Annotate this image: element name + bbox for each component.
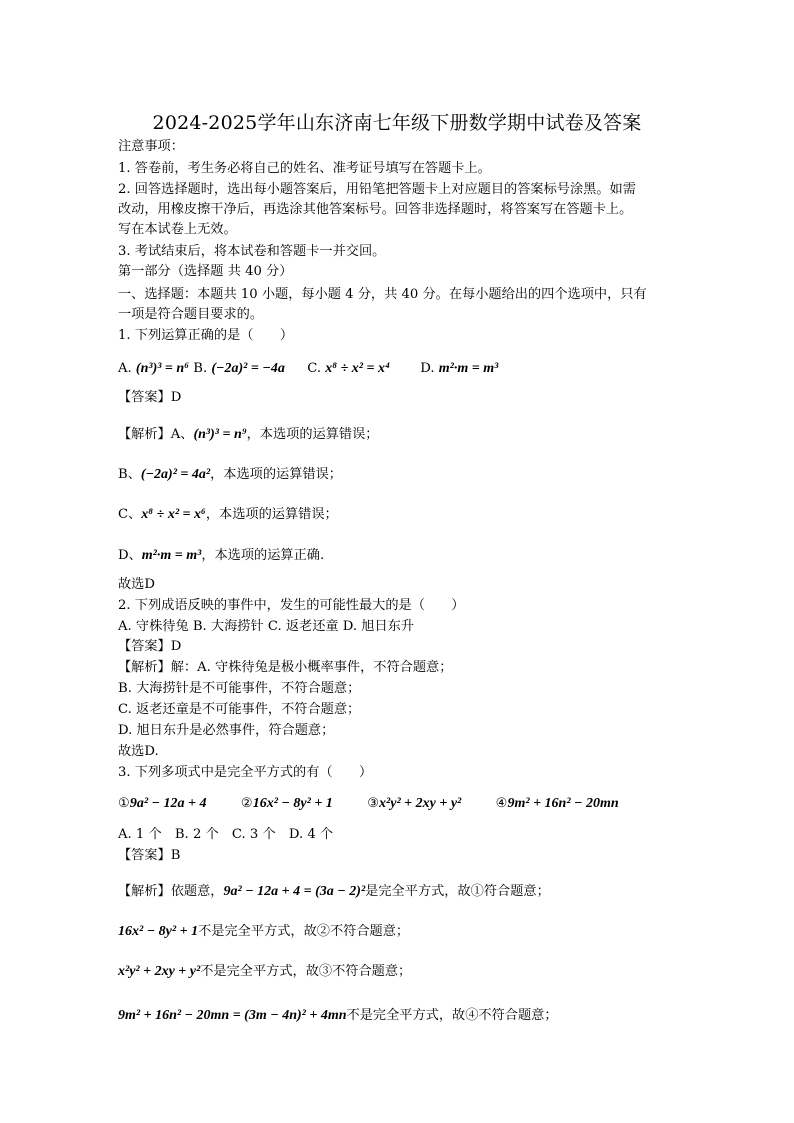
q1-option-c-label: C. xyxy=(307,361,322,376)
part1-heading: 第一部分（选择题 共 40 分） xyxy=(118,264,293,279)
q1-option-a-label: A. xyxy=(118,361,132,376)
q1-options xyxy=(118,360,498,378)
q3-analysis-line2 xyxy=(118,923,409,941)
q3-options: A. 1 个 B. 2 个 C. 3 个 D. 4 个 xyxy=(118,827,334,842)
q3-item-3-mark: ③ xyxy=(367,796,380,811)
notice-item-2-cont: 改动，用橡皮擦干净后，再选涂其他答案标号。回答非选择题时，将答案写在答题卡上。 xyxy=(118,202,633,217)
q3-analysis-line1 xyxy=(118,883,550,901)
q1-option-b-expr: (−2a)² = −4a xyxy=(211,361,285,376)
q1-option-b-label: B. xyxy=(193,361,208,376)
page-title: 2024-2025学年山东济南七年级下册数学期中试卷及答案 xyxy=(152,112,642,134)
part1-intro-line1: 一、选择题：本题共 10 小题，每小题 4 分，共 40 分。在每小题给出的四个选项中，只有 xyxy=(118,287,647,302)
q1-analysis-d-expr: m²·m = m³ xyxy=(141,548,202,563)
q2-analysis-line1: 【解析】解：A. 守株待兔是极小概率事件，不符合题意； xyxy=(118,660,453,675)
q1-analysis-c-prefix: C、 xyxy=(118,507,142,522)
notice-heading: 注意事项： xyxy=(118,139,184,154)
q3-analysis-l3-text: 不是完全平方式，故③不符合题意； xyxy=(200,964,412,979)
q1-option-d-expr: m²·m = m³ xyxy=(438,361,499,376)
q3-item-1-expr: 9a² − 12a + 4 xyxy=(129,796,207,811)
q3-analysis-line4 xyxy=(118,1007,558,1025)
q3-item-4-mark: ④ xyxy=(495,796,508,811)
q2-analysis-line2: B. 大海捞针是不可能事件，不符合题意； xyxy=(118,681,361,696)
q3-analysis-l1-text: 是完全平方式，故①符合题意； xyxy=(365,884,550,899)
q1-analysis-d xyxy=(118,547,324,565)
q3-analysis-l4-expr: 9m² + 16n² − 20mn = (3m − 4n)² + 4mn xyxy=(118,1008,347,1023)
q1-conclusion: 故选D xyxy=(118,577,155,592)
q2-options: A. 守株待兔 B. 大海捞针 C. 返老还童 D. 旭日东升 xyxy=(118,619,415,634)
q2-stem: 2. 下列成语反映的事件中，发生的可能性最大的是（ ） xyxy=(118,598,465,613)
q2-conclusion: 故选D. xyxy=(118,744,159,759)
q1-analysis-a xyxy=(118,426,378,444)
notice-item-1: 1. 答卷前，考生务必将自己的姓名、准考证号填写在答题卡上。 xyxy=(118,161,491,176)
q1-option-a-expr: (n³)³ = n⁶ xyxy=(135,361,190,376)
q3-analysis-l1-expr: 9a² − 12a + 4 = (3a − 2)² xyxy=(223,884,366,899)
q1-analysis-b-expr: (−2a)² = 4a² xyxy=(140,467,211,482)
q1-analysis-a-expr: (n³)³ = n⁹ xyxy=(193,427,247,442)
q3-answer: 【答案】B xyxy=(118,848,181,863)
q1-answer: 【答案】D xyxy=(118,390,182,405)
q3-analysis-l3-expr: x²y² + 2xy + y² xyxy=(118,964,201,979)
q2-analysis-line4: D. 旭日东升是必然事件，符合题意； xyxy=(118,723,335,738)
q3-item-4-expr: 9m² + 16n² − 20mn xyxy=(507,796,619,811)
q1-analysis-c xyxy=(118,506,338,524)
q3-item-2-mark: ② xyxy=(240,796,253,811)
q1-analysis-d-prefix: D、 xyxy=(118,548,142,563)
q3-item-2-expr: 16x² − 8y² + 1 xyxy=(252,796,333,811)
q1-option-c-expr: x⁸ ÷ x² = x⁴ xyxy=(325,361,390,376)
q3-stem: 3. 下列多项式中是完全平方式的有（ ） xyxy=(118,765,373,780)
q1-analysis-b-text: ，本选项的运算错误； xyxy=(210,467,342,482)
q2-analysis-line3: C. 返老还童是不可能事件，不符合题意； xyxy=(118,702,361,717)
q3-item-3-expr: x²y² + 2xy + y² xyxy=(379,796,462,811)
q1-analysis-a-text: ，本选项的运算错误； xyxy=(246,427,379,442)
q3-analysis-l4-text: 不是完全平方式，故④不符合题意； xyxy=(346,1008,558,1023)
q2-answer: 【答案】D xyxy=(118,639,182,654)
q3-item-1-mark: ① xyxy=(118,796,130,811)
q1-analysis-b xyxy=(118,466,342,484)
q1-stem: 1. 下列运算正确的是（ ） xyxy=(118,328,294,343)
q3-analysis-l2-text: 不是完全平方式，故②不符合题意； xyxy=(198,924,410,939)
q1-analysis-b-prefix: B、 xyxy=(118,467,141,482)
q1-analysis-c-expr: x⁸ ÷ x² = x⁶ xyxy=(141,507,206,522)
q3-analysis-line3 xyxy=(118,963,411,981)
notice-item-3: 3. 考试结束后，将本试卷和答题卡一并交回。 xyxy=(118,244,386,259)
q1-option-d-label: D. xyxy=(420,361,435,376)
q3-analysis-l1-prefix: 【解析】依题意， xyxy=(118,884,224,899)
q3-analysis-l2-expr: 16x² − 8y² + 1 xyxy=(118,924,199,939)
q3-items xyxy=(118,795,619,813)
notice-item-2: 2. 回答选择题时，选出每小题答案后，用铅笔把答题卡上对应题目的答案标号涂黑。如需 xyxy=(118,182,636,197)
part1-intro-line2: 一项是符合题目要求的。 xyxy=(118,307,264,322)
q1-analysis-d-text: ，本选项的运算正确. xyxy=(201,548,325,563)
q1-analysis-c-text: ，本选项的运算错误； xyxy=(205,507,338,522)
q1-analysis-a-prefix: 【解析】A、 xyxy=(118,427,194,442)
notice-item-2-end: 写在本试卷上无效。 xyxy=(118,222,237,237)
